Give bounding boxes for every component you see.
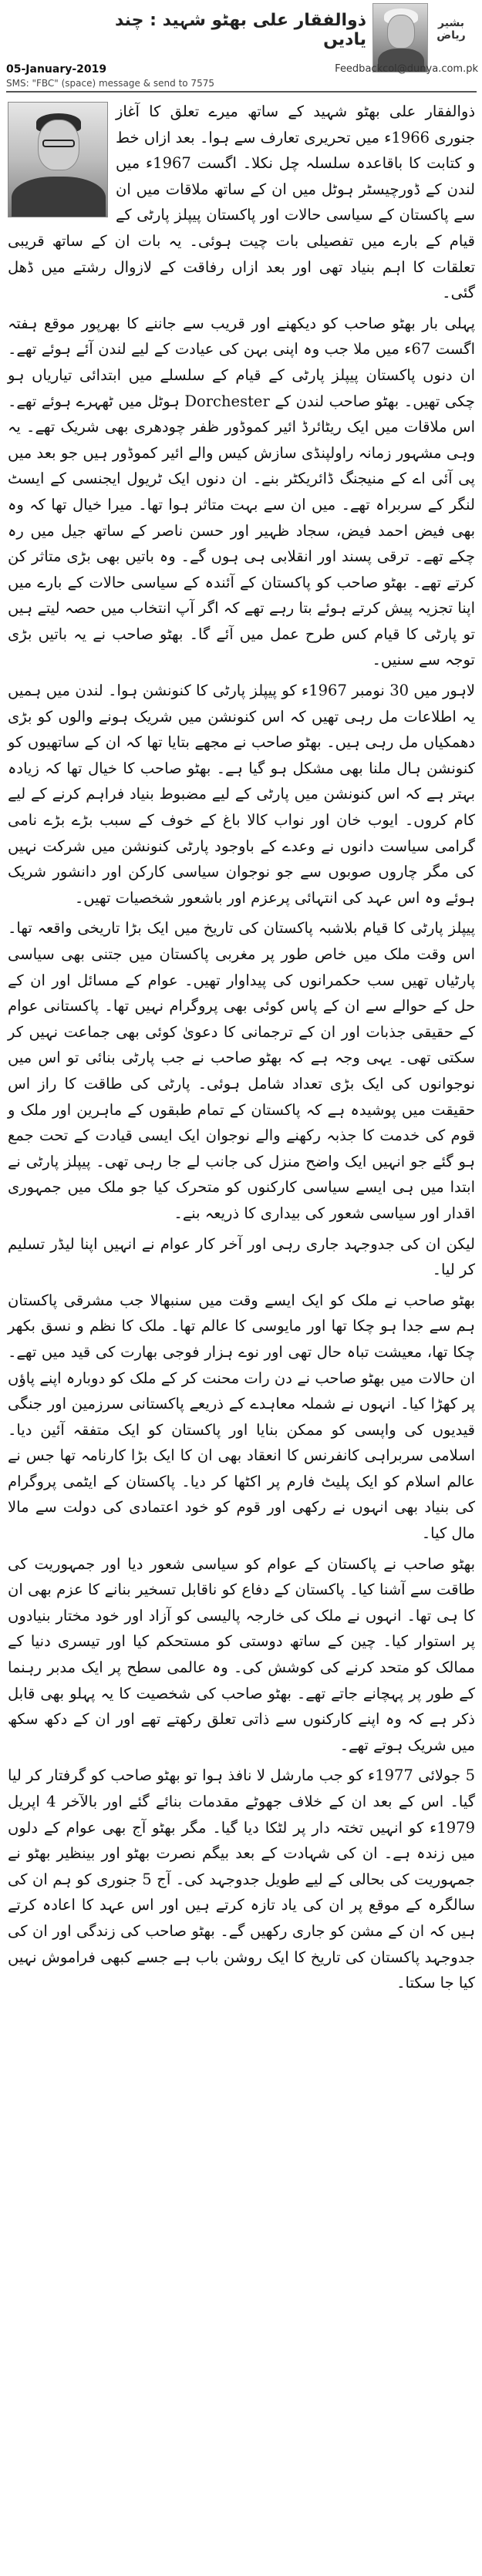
paragraph-7: بھٹو صاحب نے پاکستان کے عوام کو سیاسی شعور دیا اور جمہوریت کی طاقت سے آشنا کیا۔ پاکستان کے دفاع کو ناقابل تسخیر بنانے کا عزم بھی ان کا ہی تھا۔ انہوں نے ملک کی خارجہ پالیسی کو آزاد اور خود مختار بنیادوں پر استوار کیا۔ چین کے ساتھ دوستی کو مستحکم کیا اور تیسری دنیا کے ممالک کو متحد کرنے کی کوشش کی۔ وہ عالمی سطح پر ایک مدبر رہنما کے طور پر پہچانے جاتے تھے۔ بھٹو صاحب کی شخصیت کا یہ پہلو بھی قابل ذکر ہے کہ وہ اپنے کارکنوں سے ذاتی تعلق رکھتے تھے اور ان کے دکھ سکھ میں شریک ہوتے تھے۔ xyxy=(8,1554,475,1754)
paragraph-1 xyxy=(8,99,475,306)
paragraph-8: 5 جولائی 1977ء کو جب مارشل لا نافذ ہوا تو بھٹو صاحب کو گرفتار کر لیا گیا۔ اس کے بعد ان کے خلاف جھوٹے مقدمات بنائے گئے اور بالآخر 4 اپریل 1979ء کو انہیں تختہ دار پر لٹکا دیا گیا۔ مگر بھٹو آج بھی عوام کے دلوں میں زندہ ہے۔ ان کی شہادت کے بعد بیگم نصرت بھٹو اور بینظیر بھٹو نے جمہوریت کی بحالی کے لیے طویل جدوجہد کی۔ آج 5 جنوری کو ہم ان کی سالگرہ کے موقع پر ان کی یاد تازہ کرتے ہیں اور اس عہد کا اعادہ کرتے ہیں کہ ان کے مشن کو جاری رکھیں گے۔ بھٹو صاحب کی زندگی اور ان کی جدوجہد پاکستان کی تاریخ کا ایک روشن باب ہے جسے کبھی فراموش نہیں کیا جا سکتا۔ xyxy=(8,1766,476,1992)
paragraph-3: لاہور میں 30 نومبر 1967ء کو پیپلز پارٹی کا کنونشن ہوا۔ لندن میں ہمیں یہ اطلاعات مل رہی تھیں کہ اس کنونشن میں شریک ہونے والوں کو بڑی دھمکیاں مل رہی ہیں۔ بھٹو صاحب نے مجھے بتایا تھا کہ ان کے ساتھیوں کو کنونشن ہال ملنا بھی مشکل ہو گیا ہے۔ بھٹو صاحب کا خیال تھا کہ زیادہ بہتر ہے کہ اس کنونشن میں پارٹی کے لیے مضبوط بنیاد فراہم کرنے کے لیے کام کروں۔ ایوب خان اور نواب کالا باغ کے خوف کے سبب بڑے بڑے نامی گرامی سیاست دانوں نے وعدے کے باوجود پارٹی کنونشن میں شرکت نہیں کی مگر چاروں صوبوں سے جو نوجوان سیاسی کارکن اور دانشور شریک ہوئے وہ اس عہد کی انتہائی پرعزم اور باشعور شخصیات تھیں۔ xyxy=(8,682,475,907)
feedback-email[interactable]: Feedbackcol@dunya.com.pk xyxy=(335,63,478,75)
portrait-coat xyxy=(12,177,106,217)
header-divider xyxy=(6,91,477,93)
author-photo xyxy=(372,3,428,72)
author-name: بشیر ریاض xyxy=(436,17,466,42)
portrait-glasses xyxy=(42,140,75,147)
publish-date: 05-January-2019 xyxy=(6,63,107,76)
paragraph-2: پہلی بار بھٹو صاحب کو دیکھنے اور قریب سے جاننے کا بھرپور موقع ہفتہ اگست 67ء میں ملا جب وہ اپنی بہن کی عیادت کے لیے لندن آئے ہوئے تھے۔ ان دنوں پاکستان پیپلز پارٹی کے قیام کے سلسلے میں ابتدائی تیاریاں ہو چکی تھیں۔ بھٹو صاحب لندن کے Dorchester ہوٹل میں ٹھہرے ہوئے تھے۔ اس ملاقات میں ایک ریٹائرڈ ائیر کموڈور ظفر چودھری بھی شریک تھے۔ یہ وہی مشہور زمانہ راولپنڈی سازش کیس والے ائیر کموڈور ہیں جو بعد میں پی آئی اے کے منیجنگ ڈائریکٹر بنے۔ ان دنوں ایک ٹریول ایجنسی کے ایسٹ لنگر کے سربراہ تھے۔ میں ان سے بہت متاثر ہوا تھا۔ میرا خیال تھا کہ وہ بھی فیض احمد فیض، سجاد ظہیر اور حسن ناصر کے ساتھ جیل میں رہ چکے تھے۔ ترقی پسند اور انقلابی ہی ہوں گے۔ وہ باتیں بھی بڑی متاثر کن کرتے تھے۔ بھٹو صاحب کو پاکستان کے آئندہ کے سیاسی حالات کے بارے میں اپنا تجزیہ پیش کرتے ہوئے بتا رہے تھے کہ اگر آپ انتخاب میں حصہ لیتے ہیں تو پارٹی کا قیام کس طرح عمل میں آئے گا۔ بھٹو صاحب نے یہ باتیں بڑی توجہ سے سنیں۔ xyxy=(8,314,475,669)
article-body xyxy=(8,99,475,2001)
meta-bar xyxy=(6,63,478,89)
bhutto-portrait xyxy=(8,102,108,217)
column-title: ذوالفقار علی بھٹو شہید : چند یادیں xyxy=(114,11,366,49)
paragraph-5: لیکن ان کی جدوجہد جاری رہی اور آخر کار عوام نے انہیں اپنا لیڈر تسلیم کر لیا۔ xyxy=(8,1234,475,1279)
paragraph-1-text: ذوالفقار علی بھٹو شہید کے ساتھ میرے تعلق کا آغاز جنوری 1966ء میں تحریری تعارف سے ہوا۔ بعد ازاں خط و کتابت کا باقاعدہ سلسلہ چل نکلا۔ اگست 1967ء میں لندن کے ڈورچیسٹر ہوٹل میں ان کے ساتھ ملاقات میں ان سے پاکستان کے سیاسی حالات اور پاکستان پیپلز پارٹی کے قیام کے بارے میں تفصیلی بات چیت ہوئی۔ یہ بات ان کے ساتھ قریبی تعلقات کا اہم بنیاد تھی اور بعد ازاں رفاقت کے لازوال رشتے میں ڈھل گئی۔ xyxy=(8,103,476,302)
sms-instructions: SMS: "FBC" (space) message & send to 7575 xyxy=(6,78,214,89)
author-face xyxy=(387,15,415,49)
paragraph-6: بھٹو صاحب نے ملک کو ایک ایسے وقت میں سنبھالا جب مشرقی پاکستان ہم سے جدا ہو چکا تھا اور مایوسی کا عالم تھا۔ ملک کا نظم و نسق بکھر چکا تھا، معیشت تباہ حال تھی اور نوے ہزار فوجی بھارت کی قید میں تھے۔ ان حالات میں بھٹو صاحب نے دن رات محنت کر کے ملک کو دوبارہ اپنے پاؤں پر کھڑا کیا۔ انہوں نے شملہ معاہدے کے ذریعے پاکستانی سرزمین اور جنگی قیدیوں کی واپسی کو ممکن بنایا اور پاکستان کو ایک متفقہ آئین دیا۔ اسلامی سربراہی کانفرنس کا انعقاد بھی ان کا ایک بڑا کارنامہ تھا جس نے عالم اسلام کو ایک پلیٹ فارم پر اکٹھا کر دیا۔ پاکستان کے ایٹمی پروگرام کی بنیاد بھی انہوں نے رکھی اور قوم کو خود اعتمادی کی دولت سے مالا مال کیا۔ xyxy=(8,1291,475,1543)
paragraph-4: پیپلز پارٹی کا قیام بلاشبہ پاکستان کی تاریخ میں ایک بڑا تاریخی واقعہ تھا۔ اس وقت ملک میں خاص طور پر مغربی پاکستان میں جتنی بھی سیاسی پارٹیاں تھیں سب حکمرانوں کی پیداوار تھیں۔ عوام کے مسائل اور ان کے حل کے حوالے سے ان کے پاس کوئی بھی پروگرام نہیں تھا۔ پاکستانی عوام کے حقیقی جذبات اور ان کے ترجمانی کا دعویٰ کوئی بھی جماعت نہیں کر سکتی تھی۔ یہی وجہ ہے کہ بھٹو صاحب نے جب پارٹی بنائی تو اس میں نوجوانوں کی ایک بڑی تعداد شامل ہوئی۔ پارٹی کی طاقت کا راز اس حقیقت میں پوشیدہ ہے کہ پاکستان کے تمام طبقوں کے ماہرین اور ملک و قوم کی خدمت کا جذبہ رکھنے والے نوجوان ایک ایسی قیادت کے تحت جمع ہو گئے جو انہیں ایک واضح منزل کی جانب لے جا رہی تھی۔ پیپلز پارٹی نے ابتدا میں ہی ایسے سیاسی کارکنوں کو متحرک کیا جو ملک میں جمہوری اقدار اور سیاسی شعور کی بیداری کا ذریعہ بنے۔ xyxy=(8,919,475,1222)
